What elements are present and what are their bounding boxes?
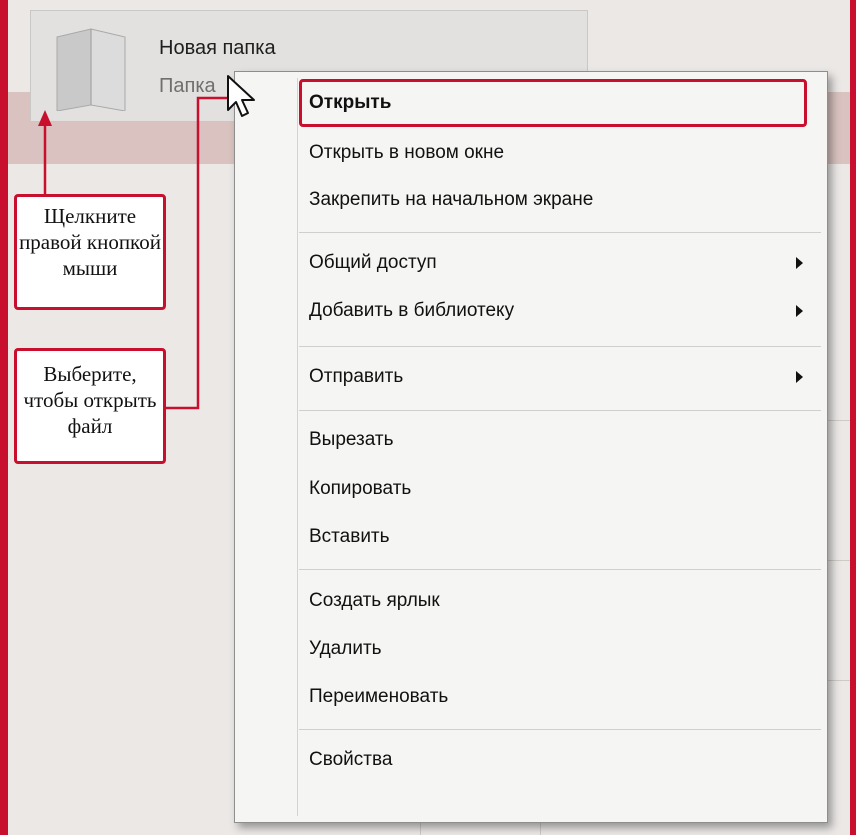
menu-item-share[interactable] xyxy=(309,248,809,278)
menu-item-label: Создать ярлык xyxy=(309,590,440,611)
menu-item-label: Копировать xyxy=(309,478,412,499)
menu-item-open-new-window[interactable] xyxy=(309,138,504,168)
menu-item-label: Отправить xyxy=(309,366,404,387)
menu-separator xyxy=(299,346,821,347)
menu-item-label: Открыть xyxy=(309,92,392,113)
submenu-arrow-icon xyxy=(796,257,803,269)
menu-separator xyxy=(299,729,821,730)
menu-item-copy[interactable] xyxy=(309,474,411,504)
menu-item-create-shortcut[interactable] xyxy=(309,586,440,616)
context-menu xyxy=(234,71,828,823)
callout-right-click: Щелкните правой кнопкой мыши xyxy=(14,194,166,310)
menu-separator xyxy=(299,569,821,570)
menu-item-add-to-library[interactable] xyxy=(309,296,514,326)
mouse-cursor-icon xyxy=(226,74,258,120)
submenu-arrow-icon xyxy=(796,371,803,383)
menu-separator xyxy=(299,232,821,233)
menu-item-label: Удалить xyxy=(309,638,382,659)
menu-item-delete[interactable] xyxy=(309,634,382,664)
menu-item-label: Вырезать xyxy=(309,429,394,450)
menu-item-label: Добавить в библиотеку xyxy=(309,300,515,321)
menu-item-properties[interactable] xyxy=(309,745,392,775)
menu-item-send-to[interactable] xyxy=(309,362,403,392)
callout-select-open: Выберите, чтобы открыть файл xyxy=(14,348,166,464)
menu-item-cut[interactable] xyxy=(309,425,394,455)
menu-item-label: Вставить xyxy=(309,526,390,547)
menu-gutter xyxy=(297,78,298,816)
submenu-arrow-icon xyxy=(796,305,803,317)
menu-item-highlight xyxy=(299,79,807,127)
menu-item-rename[interactable] xyxy=(309,682,448,712)
menu-item-pin-to-start[interactable] xyxy=(309,185,593,215)
menu-item-label: Общий доступ xyxy=(309,252,437,273)
menu-item-label: Открыть в новом окне xyxy=(309,142,505,163)
menu-item-label: Свойства xyxy=(309,749,393,770)
menu-item-label: Переименовать xyxy=(309,686,449,707)
folder-name: Новая папка xyxy=(159,37,276,59)
menu-item-label: Закрепить на начальном экране xyxy=(309,189,594,210)
menu-separator xyxy=(299,410,821,411)
folder-type: Папка xyxy=(159,75,216,97)
menu-item-paste[interactable] xyxy=(309,522,390,552)
